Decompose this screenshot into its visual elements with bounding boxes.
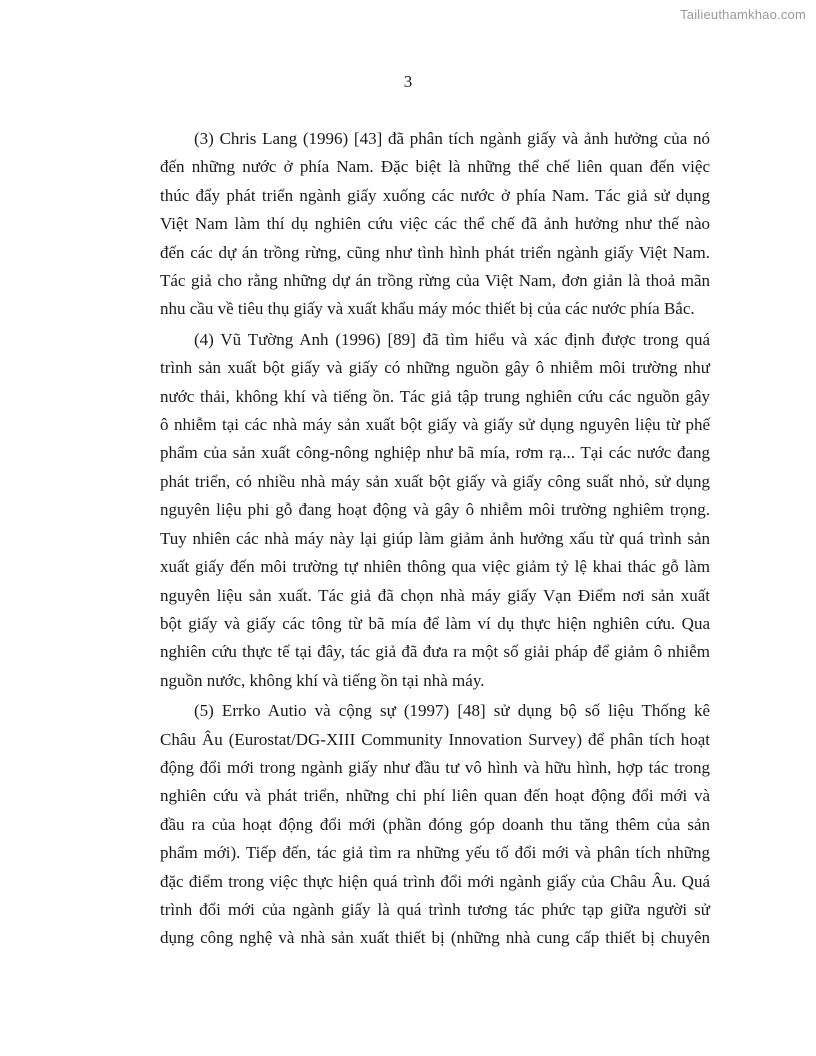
text-line: phát triển, có nhiều nhà máy sản xuất bột giấy và giấy công suất nhỏ, sử dụng [160, 471, 710, 491]
text-line: (3) Chris Lang (1996) [43] đã phân tích ngành giấy và ảnh hưởng của nó [194, 129, 710, 148]
text-line: nguồn nước, không khí và tiếng ồn tại nhà máy. [160, 670, 485, 690]
text-line: Châu Âu (Eurostat/DG-XIII Community Innovation Survey) để phân tích hoạt [160, 729, 710, 749]
text-line: bột giấy và giấy các tông từ bã mía để làm ví dụ thực hiện nghiên cứu. Qua [160, 613, 710, 633]
text-line: ô nhiễm tại các nhà máy sản xuất bột giấy và giấy sử dụng nguyên liệu từ phế [160, 415, 710, 435]
text-line: trình đổi mới của ngành giấy là quá trình tương tác phức tạp giữa người sử [160, 899, 710, 919]
text-line: đặc điểm trong việc thực hiện quá trình đổi mới ngành giấy của Châu Âu. Quá [160, 871, 710, 891]
text-line: nhu cầu về tiêu thụ giấy và xuất khẩu máy móc thiết bị của các nước phía Bắc. [160, 299, 695, 319]
text-line: đầu ra của hoạt động đổi mới (phần đóng góp doanh thu tăng thêm của sản [160, 814, 710, 834]
text-line: nguyên liệu sản xuất. Tác giả đã chọn nhà máy giấy Vạn Điểm nơi sản xuất [160, 585, 710, 605]
paragraph [160, 326, 710, 695]
text-line: đến những nước ở phía Nam. Đặc biệt là những thể chế liên quan đến việc [160, 157, 710, 177]
text-line: đến các dự án trồng rừng, cũng như tình hình phát triển ngành giấy Việt Nam. [160, 242, 710, 262]
text-line: phẩm của sản xuất công-nông nghiệp như bã mía, rơm rạ... Tại các nước đang [160, 443, 710, 463]
text-line: Việt Nam làm thí dụ nghiên cứu việc các thể chế đã ảnh hưởng như thế nào [160, 214, 710, 234]
text-line: nghiên cứu và phát triển, những chi phí liên quan đến hoạt động đổi mới và [160, 786, 710, 806]
text-line: Tác giả cho rằng những dự án trồng rừng của Việt Nam, đơn giản là thoả mãn [160, 271, 710, 291]
paragraph [160, 125, 710, 324]
page-number: 3 [403, 72, 413, 91]
paragraph [160, 697, 710, 953]
text-line: xuất giấy đến môi trường tự nhiên thông qua việc giảm tỷ lệ khai thác gỗ làm [160, 557, 710, 577]
text-line: nghiên cứu thực tế tại đây, tác giả đã đưa ra một số giải pháp để giảm ô nhiễm [160, 642, 710, 662]
text-line: thúc đẩy phát triển ngành giấy xuống các nước ở phía Nam. Tác giả sử dụng [160, 185, 710, 205]
text-line: nguyên liệu phi gỗ đang hoạt động và gây ô nhiễm môi trường nghiêm trọng. [160, 500, 710, 520]
document-body [160, 125, 710, 953]
text-line: (5) Errko Autio và cộng sự (1997) [48] sử dụng bộ số liệu Thống kê [194, 701, 710, 721]
text-line: trình sản xuất bột giấy và giấy có những nguồn gây ô nhiễm môi trường như [160, 358, 710, 378]
text-line: (4) Vũ Tường Anh (1996) [89] đã tìm hiểu và xác định được trong quá [194, 329, 710, 349]
text-line: phẩm mới). Tiếp đến, tác giả tìm ra những yếu tố đổi mới và phân tích những [160, 843, 710, 863]
text-line: Tuy nhiên các nhà máy này lại giúp làm giảm ảnh hưởng xấu từ quá trình sản [160, 528, 710, 548]
watermark: Tailieuthamkhao.com [680, 7, 806, 22]
text-line: dụng công nghệ và nhà sản xuất thiết bị (những nhà cung cấp thiết bị chuyên [160, 928, 710, 948]
text-line: nước thải, không khí và tiếng ồn. Tác giả tập trung nghiên cứu các nguồn gây [160, 386, 710, 406]
text-line: động đổi mới trong ngành giấy như đầu tư vô hình và hữu hình, hợp tác trong [160, 757, 710, 777]
